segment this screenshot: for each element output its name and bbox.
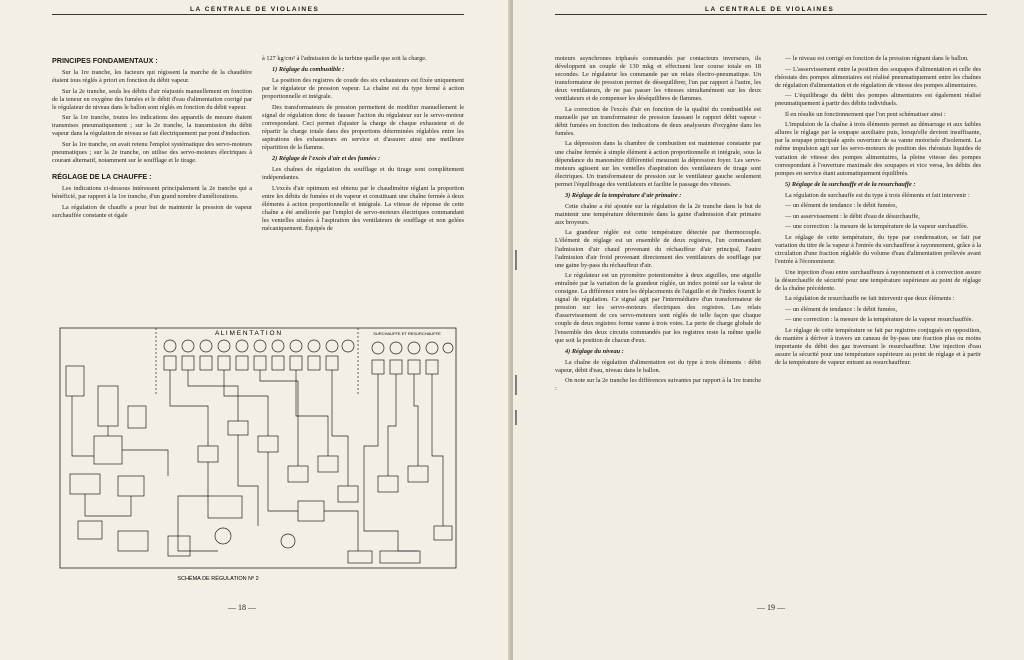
section-heading: PRINCIPES FONDAMENTAUX :: [52, 56, 158, 65]
paragraph: Sur la 1re tranche, toutes les indications des appareils de mesure étaient transmises pneumatiquement ; sur la 2e tranche, la transmission du débit vapeur dans la régulation de niveau se fait électriquement par pont d'induction.: [52, 114, 252, 138]
paragraph: — L'asservissement entre la position des soupapes d'alimentation et celle des rhéostats des pompes alimentaires est réalisé pneumatiquement entre les chaînes de régulation d'alimentation et de régulation de vitesse des pompes alimentaires.: [775, 65, 981, 89]
subsection-heading: 2) Réglage de l'excès d'air et des fumées :: [272, 155, 381, 163]
paragraph: On note sur la 2e tranche les différences suivantes par rapport à la 1re tranche :: [555, 377, 761, 393]
paragraph: L'excès d'air optimum est obtenu par le chaudimètre réglant la proportion entre les débits de fumées et de vapeur et constituant une chaîne fermée à deux éléments à action proportionnelle et intégrale. La vitesse de réponse de cette chaîne a été améliorée par l'emploi de servo-moteurs électriques commandant les ventelles situées à l'aspiration des ventilateurs de soufflage et non gelées mécaniquement. Équipés de: [262, 184, 464, 232]
diagram-caption: SCHÉMA DE RÉGULATION Nº 2: [177, 576, 259, 582]
paragraph: Sur la 1re tranche, les facteurs qui régissent la marche de la chaudière étaient tous réglés à priori en fonction du débit vapeur.: [52, 69, 252, 85]
paragraph: — une correction : la mesure de la température de la vapeur surchauffée.: [785, 223, 969, 231]
section-heading: RÉGLAGE DE LA CHAUFFE :: [52, 172, 152, 182]
paragraph: La dépression dans la chambre de combustion est maintenue constante par une chaîne fermée à simple élément à action proportionnelle et intégrale, sous la dépendance du manomètre différentiel mesurant la dépression foyer. Les servo-moteurs agissent sur les ventelles d'aspiration des ventilateurs de tirage sont électriques. Un transformateur de pression sur le ventilateur gauche seulement permet l'équilibrage des ventilateurs et facilite le passage des vitesses.: [555, 140, 761, 188]
paragraph: La position des registres de coude des six exhausteurs est fixée uniquement par le régulateur de pression vapeur. La chaîne est du type fermé à action proportionnelle et intégrale.: [262, 77, 464, 101]
paragraph: Sur la 1re tranche, on avait retenu l'emploi systématique des servo-moteurs pneumatiques ; sur la 2e tranche, on utilise des servo-moteurs électriques à courant alternatif, notamment sur le soufflage et le tirage.: [52, 140, 252, 165]
paragraph: Il en résulte un fonctionnement que l'on peut schématiser ainsi :: [785, 110, 946, 118]
paragraph: moteurs asynchrones triphasés commandés par contacteurs inverseurs, ils développent un couple de 130 mkg et effectuent leur course totale en 18 secondes. Le régulateur les commande par un relais électro-pneumatique. Un transformateur de pression permet de désequilibrer, l'un par rapport à l'autre, les deux ventilateurs, de ne pas passer les vitesses simultanément sur les deux ventilateurs et de compenser les déséquilibres de flammes.: [555, 55, 761, 103]
paragraph: Des transformateurs de pression permettent de modifier manuellement le signal de régulation donc de fausser l'action du régulateur sur le servo-moteur correspondant. Ceci permet d'ajuster la charge de chaque exhausteur et de répartir la charge totale dans des proportions déterminées réglables entre les aspirations des exhausteurs en service et d'assurer ainsi une meilleure répartition de la flamme.: [262, 103, 464, 151]
regulation-schematic: [58, 326, 458, 586]
paragraph: La grandeur réglée est cette température détectée par thermocouple. L'élément de réglage est un ensemble de deux registres, l'un commandant l'admission d'air chaud provenant du réchauffeur d'air principal, l'autre l'admission d'air froid provenant directement des ventilateurs de soufflage par une gaine by-pass du réchauffeur d'air.: [555, 229, 761, 269]
paragraph: Le régulateur est un pyromètre potentiomètre à deux aiguilles, une aiguille entraînée par la variation de la grandeur réglée, un index pointé sur la valeur de consigne. La différence entre les déplacements de l'aiguille et de l'index fournit le signal de régulation. Ce signal agit par l'intermédiaire d'un transformateur de pression sur les servo-moteurs électriques des registres. Les relais d'asservissement de ces servo-moteurs sont réglés de telle façon que chaque couple de deux registres forme vanne à trois voies. La perte de charge globale de l'ensemble des deux circuits commandés par les registres reste la même quelle que soit la position de chacun d'eux.: [555, 272, 761, 344]
paragraph: La correction de l'excès d'air en fonction de la qualité du combustible est manuelle par un transformateur de pression faussant le rapport débit vapeur - débit fumées en fonction des indications de deux analyseurs d'oxygène dans les fumées.: [555, 105, 761, 137]
diagram-title-alimentation: A L I M E N T A T I O N: [214, 330, 282, 337]
subsection-heading: 5) Réglage de la surchauffe et de la resurchauffe :: [785, 180, 916, 188]
running-header-left: LA CENTRALE DE VIOLAINES: [190, 6, 320, 13]
paragraph: à 127 kg/cm² à l'admission de la turbine quelle que soit la charge.: [262, 55, 427, 62]
subsection-heading: 1) Réglage du combustible :: [272, 66, 345, 74]
paragraph: — un asservissement : le débit d'eau de désurchauffe,: [785, 212, 920, 220]
paragraph: Sur la 2e tranche, seuls les débits d'air réajustés manuellement en fonction de la teneur en oxygène des fumées et le débit d'eau d'alimentation corrigé par le régulateur de niveau dans le ballon sont réglés en fonction du débit vapeur.: [52, 87, 252, 111]
subsection-heading: 4) Réglage du niveau :: [565, 347, 624, 355]
left-column-2: [262, 55, 464, 235]
paragraph: La régulation de chauffe a pour but de maintenir la pression de vapeur surchauffée constante et égale: [52, 203, 252, 219]
paragraph: Le réglage de cette température se fait par registres conjugués en opposition, de manière à dériver à travers un caneau de by-pass une fraction plus ou moins importante du débit des gaz traversant le resurchauffeur. Une injection d'eau assure la sécurité pour une température supérieure au point de réglage et à partir de la température de vapeur entrant au resurchauffeur.: [775, 326, 981, 367]
paragraph: — une correction : la mesure de la température de la vapeur resurchauffée.: [785, 316, 974, 324]
paragraph: La régulation de resurchauffe ne fait intervenir que deux éléments :: [785, 295, 955, 303]
subsection-heading: 3) Réglage de la température d'air primaire :: [565, 191, 682, 199]
right-page: [513, 0, 1024, 660]
header-rule: [555, 14, 987, 15]
right-column-2: [775, 55, 981, 370]
paragraph: Cette chaîne a été ajoutée sur la régulation de la 2e tranche dans le but de maintenir une température déterminée dans la gaine d'admission d'air primaire aux broyeurs.: [555, 202, 761, 226]
paragraph: Une injection d'eau entre surchauffeurs à rayonnement et à convection assure la désurchauffe de sécurité pour une température supérieure au point de réglage de la chaîne précédente.: [775, 268, 981, 292]
paragraph: La régulation de surchauffe est du type à trois éléments et fait intervenir :: [785, 191, 970, 199]
margin-pencil-marks: [512, 245, 520, 445]
paragraph: — L'équilibrage du débit des pompes alimentaires est également réalisé pneumatiquement à partir des débits individuels.: [775, 92, 981, 108]
paragraph: — un élément de tendance : le débit fumées,: [785, 305, 898, 313]
paragraph: Les chaînes de régulation du soufflage et du tirage sont complètement indépendantes.: [262, 166, 464, 182]
left-page: [0, 0, 511, 660]
page-number-left: — 18 —: [228, 603, 256, 612]
header-rule: [52, 14, 464, 15]
page-number-right: — 19 —: [757, 603, 785, 612]
right-column-1: [555, 55, 761, 396]
paragraph: Les indications ci-dessous intéressent principalement la 2e tranche qui a bénéficié, par rapport à la 1re tranche, d'un grand nombre d'améliorations.: [52, 185, 252, 201]
paragraph: Le réglage de cette température, du type par condensation, se fait par variation du titre de la vapeur à l'entrée du surchauffeur à rayonnement, grâce à la circulation d'une fraction réglable du volume d'eau d'alimentation prélevée avant l'entrée à l'économiseur.: [775, 233, 981, 266]
paragraph: — un élément de tendance : le débit fumées,: [785, 202, 898, 210]
paragraph: La chaîne de régulation d'alimentation est du type à trois éléments : débit vapeur, débit d'eau, niveau dans le ballon.: [555, 358, 761, 374]
left-column-1: [52, 55, 252, 222]
paragraph: L'impulsion de la chaîne à trois éléments permet au démarrage et aux faibles allures le réglage par la soupape auxiliaire puis, lorsqu'elle devient insuffisante, par la soupape principale après ouverture de sa vanne motorisée d'isolement. La même impulsion agit sur les servo-moteurs de position des rhéostats liquides de variation de vitesse des pompes alimentaires, la pleine vitesse des pompes correspondant à l'ouverture maximale des soupapes et vice versa, les débits des pompes en service étant automatiquement équilibrés.: [775, 121, 981, 177]
diagram-title-surchauffe: SURCHAUFFE ET RESURCHAUFFE: [373, 331, 441, 336]
paragraph: — le niveau est corrigé en fonction de la pression régnant dans le ballon.: [785, 55, 969, 62]
running-header-right: LA CENTRALE DE VIOLAINES: [705, 6, 835, 13]
